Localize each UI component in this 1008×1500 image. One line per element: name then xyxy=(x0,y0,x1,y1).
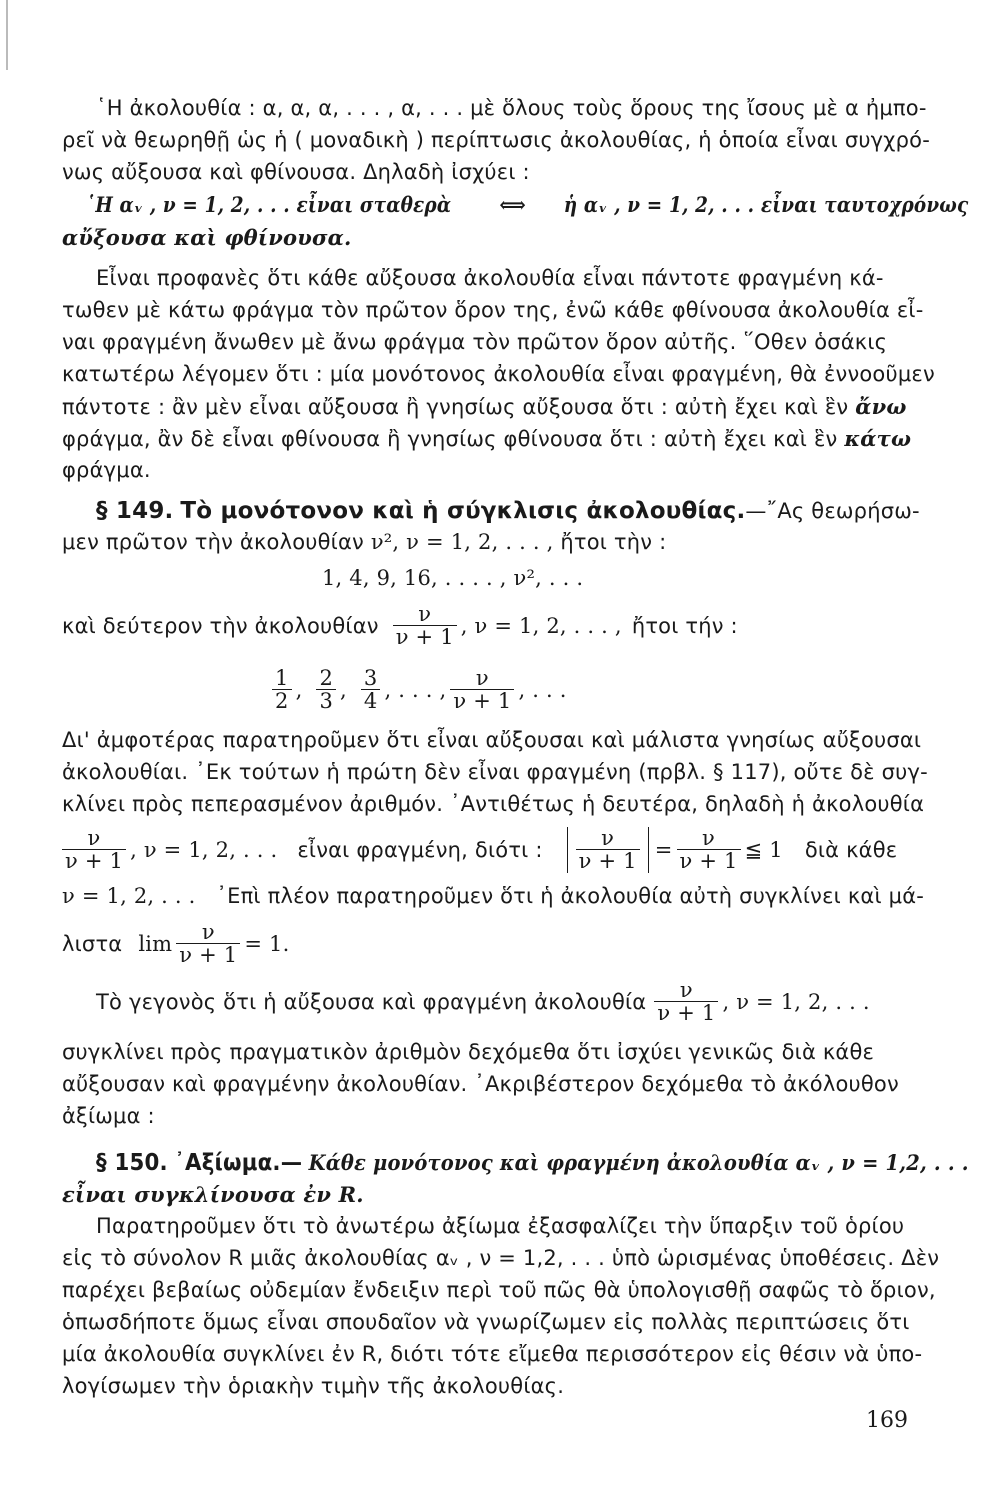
fraction-v-over-v1 xyxy=(654,979,718,1025)
math-inline: , ν = 1, 2, . . . xyxy=(722,990,870,1014)
denominator: ν + 1 xyxy=(576,849,640,873)
text-line xyxy=(58,820,897,880)
denominator: 3 xyxy=(316,689,336,713)
text-line: κλίνει πρὸς πεπερασμένον ἀριθμόν. ᾿Αντιθέτως ἡ δευτέρα, δηλαδὴ ἡ ἀκολουθία xyxy=(62,792,925,816)
axiom-text-end: εἶναι συγκλίνουσα ἐν R. xyxy=(62,1182,364,1207)
text-line: μία ἀκολουθία συγκλίνει ἐν R, διότι τότε εἴμεθα περισσότερον εἰς θέσιν νὰ ὑπο- xyxy=(62,1342,923,1366)
emph-upper: ἄνω xyxy=(855,394,907,419)
text-span: μεν πρῶτον τὴν ἀκολουθίαν xyxy=(62,530,364,554)
fraction-3-4 xyxy=(361,667,381,713)
text-line: τωθεν μὲ κάτω φράγμα τὸν πρῶτον ὅρον της, ἐνῶ κάθε φθίνουσα ἀκολουθία εἶ- xyxy=(62,298,924,322)
section-number: § 150. xyxy=(96,1150,168,1176)
text-span: εἶναι φραγμένη, διότι : xyxy=(297,838,543,862)
denominator: ν + 1 xyxy=(450,689,514,713)
fraction-v-over-v1 xyxy=(450,667,514,713)
numerator: ν xyxy=(679,977,693,1002)
text-line xyxy=(62,598,738,654)
theorem-line-end: αὔξουσα καὶ φθίνουσα. xyxy=(62,225,352,250)
text-line: παρέχει βεβαίως οὐδεμίαν ἔνδειξιν περὶ τοῦ πῶς θὰ ὑπολογισθῇ σαφῶς τὸ ὅριον, xyxy=(62,1278,936,1302)
math-inline: , ν = 1, 2, . . . xyxy=(130,838,278,862)
scan-edge-mark xyxy=(6,0,8,70)
section-title: ᾿Αξίωμα.— xyxy=(174,1150,303,1176)
denominator: 4 xyxy=(361,689,381,713)
fraction-v-over-v1 xyxy=(393,603,457,649)
text-line: λογίσωμεν τὴν ὁριακὴν τιμὴν τῆς ἀκολουθίας. xyxy=(62,1374,565,1398)
absolute-value xyxy=(567,827,649,873)
text-line: νως αὔξουσα καὶ φθίνουσα. Δηλαδὴ ἰσχύει : xyxy=(62,160,530,184)
text-line xyxy=(62,394,907,419)
ellipsis: , . . . xyxy=(518,678,567,702)
text-line: ὁπωσδήποτε ὅμως εἶναι σπουδαῖον νὰ γνωρίζωμεν εἰς πολλὰς περιπτώσεις ὅτι xyxy=(62,1310,910,1334)
numerator: ν xyxy=(87,825,101,850)
numerator: ν xyxy=(601,825,615,850)
math-inline: = 1. xyxy=(244,932,290,956)
theorem-right: ἡ αᵥ , ν = 1, 2, . . . εἶναι ταυτοχρόνως xyxy=(563,192,969,217)
text-span: διὰ κάθε xyxy=(804,838,898,862)
math-inline: , ν = 1, 2, . . . , xyxy=(460,614,622,638)
numerator: ν xyxy=(418,601,432,626)
section-number: § 149. xyxy=(96,498,174,524)
text-span: —῎Ας θεωρήσω- xyxy=(745,499,920,523)
axiom-text: Κάθε μονότονος καὶ φραγμένη ἀκολουθία αᵥ , ν = 1,2, . . . xyxy=(308,1150,969,1175)
less-equal: ≦ 1 xyxy=(744,838,783,862)
denominator: ν + 1 xyxy=(654,1001,718,1025)
numerator: 3 xyxy=(363,665,378,690)
text-line: Δι' ἀμφοτέρας παρατηροῦμεν ὅτι εἶναι αὔξουσαι καὶ μάλιστα γνησίως αὔξουσαι xyxy=(62,728,922,752)
section-title: Τὸ μονότονον καὶ ἡ σύγκλισις ἀκολουθίας. xyxy=(180,498,746,524)
text-line: εἰς τὸ σύνολον R μιᾶς ἀκολουθίας αᵥ , ν = 1,2, . . . ὑπὸ ὡρισμένας ὑποθέσεις. Δὲν xyxy=(62,1246,940,1270)
numerator: ν xyxy=(201,919,215,944)
text-span: καὶ δεύτερον τὴν ἀκολουθίαν xyxy=(62,614,379,638)
numerator: 1 xyxy=(275,665,289,690)
text-line: Εἶναι προφανὲς ὅτι κάθε αὔξουσα ἀκολουθία εἶναι πάντοτε φραγμένη κά- xyxy=(96,266,884,290)
text-span: ἤτοι τήν : xyxy=(631,614,738,638)
fraction-2-3 xyxy=(316,667,336,713)
theorem-line xyxy=(86,192,968,217)
text-line xyxy=(62,530,666,554)
denominator: ν + 1 xyxy=(176,943,240,967)
section-150-heading xyxy=(96,1150,969,1176)
text-span: Τὸ γεγονὸς ὅτι ἡ αὔξουσα καὶ φραγμένη ἀκολουθία xyxy=(96,990,647,1014)
text-line: ναι φραγμένη ἄνωθεν μὲ ἄνω φράγμα τὸν πρῶτον ὅρον αὐτῆς. ῞Οθεν ὁσάκις xyxy=(62,330,888,354)
numerator: ν xyxy=(702,825,716,850)
limit-operator: lim xyxy=(138,932,173,956)
text-line: κατωτέρω λέγομεν ὅτι : μία μονότονος ἀκολουθία εἶναι φραγμένη, θὰ ἐννοοῦμεν xyxy=(62,362,935,386)
denominator: ν + 1 xyxy=(393,625,457,649)
ellipsis: , . . . , xyxy=(384,678,447,702)
numerator: ν xyxy=(475,665,489,690)
text-span: ᾿Επὶ πλέον παρατηροῦμεν ὅτι ἡ ἀκολουθία αὐτὴ συγκλίνει καὶ μά- xyxy=(216,884,925,908)
section-149-heading xyxy=(96,498,920,524)
text-line: ἀξίωμα : xyxy=(62,1104,155,1128)
text-span: πάντοτε : ἂν μὲν εἶναι αὔξουσα ἢ γνησίως αὔξουσα ὅτι : αὐτὴ ἔχει καὶ ἓν xyxy=(62,395,849,419)
denominator: ν + 1 xyxy=(677,849,741,873)
text-line: ρεῖ νὰ θεωρηθῇ ὡς ἡ ( μοναδικὴ ) περίπτωσις ἀκολουθίας, ἡ ὁποία εἶναι συγχρό- xyxy=(62,128,930,152)
fraction-sequence-display: $\frac{1}{2}$ , $\frac{2}{3}$ , $\frac{3}{4}$ , . . . , $\frac{\nu}{\nu + 1}$ , . . . xyxy=(268,660,567,720)
equivalence-arrow: ⟺ xyxy=(499,192,527,217)
equals: = xyxy=(654,838,673,862)
text-line xyxy=(96,972,870,1032)
emph-lower: κάτω xyxy=(844,426,912,451)
page-number: 169 xyxy=(866,1408,908,1433)
text-line xyxy=(62,884,924,908)
text-line: φράγμα. xyxy=(62,458,151,482)
fraction-1-2 xyxy=(272,667,292,713)
text-line xyxy=(62,426,911,451)
text-line: ῾Η ἀκολουθία : α, α, α, . . . , α, . . . μὲ ὅλους τοὺς ὅρους της ἴσους μὲ α ἠμπο- xyxy=(96,96,927,120)
text-line: Παρατηροῦμεν ὅτι τὸ ἀνωτέρω ἀξίωμα ἐξασφαλίζει τὴν ὕπαρξιν τοῦ ὁρίου xyxy=(96,1214,905,1238)
sequence-display: 1, 4, 9, 16, . . . . , ν², . . . xyxy=(322,566,584,590)
denominator: 2 xyxy=(272,689,292,713)
text-line: ἀκολουθίαι. ᾿Εκ τούτων ἡ πρώτη δὲν εἶναι φραγμένη (πρβλ. § 117), οὔτε δὲ συγ- xyxy=(62,760,928,784)
theorem-left: ῾Η αᵥ , ν = 1, 2, . . . εἶναι σταθερὰ xyxy=(86,192,452,217)
text-line xyxy=(62,914,289,974)
text-span: λιστα xyxy=(62,932,123,956)
math-inline: ν², ν = 1, 2, . . . , xyxy=(370,530,554,554)
fraction-v-over-v1 xyxy=(62,827,126,873)
denominator: ν + 1 xyxy=(62,849,126,873)
math-inline: ν = 1, 2, . . . xyxy=(62,884,196,908)
numerator: 2 xyxy=(319,665,334,690)
text-span: ἤτοι τὴν : xyxy=(560,530,667,554)
text-span: φράγμα, ἂν δὲ εἶναι φθίνουσα ἢ γνησίως φθίνουσα ὅτι : αὐτὴ ἔχει καὶ ἓν xyxy=(62,427,838,451)
text-line: αὔξουσαν καὶ φραγμένην ἀκολουθίαν. ᾿Ακριβέστερον δεχόμεθα τὸ ἀκόλουθον xyxy=(62,1072,899,1096)
fraction-v-over-v1 xyxy=(576,827,640,873)
text-line: συγκλίνει πρὸς πραγματικὸν ἀριθμὸν δεχόμεθα ὅτι ἰσχύει γενικῶς διὰ κάθε xyxy=(62,1040,875,1064)
fraction-v-over-v1 xyxy=(176,921,240,967)
fraction-v-over-v1 xyxy=(677,827,741,873)
